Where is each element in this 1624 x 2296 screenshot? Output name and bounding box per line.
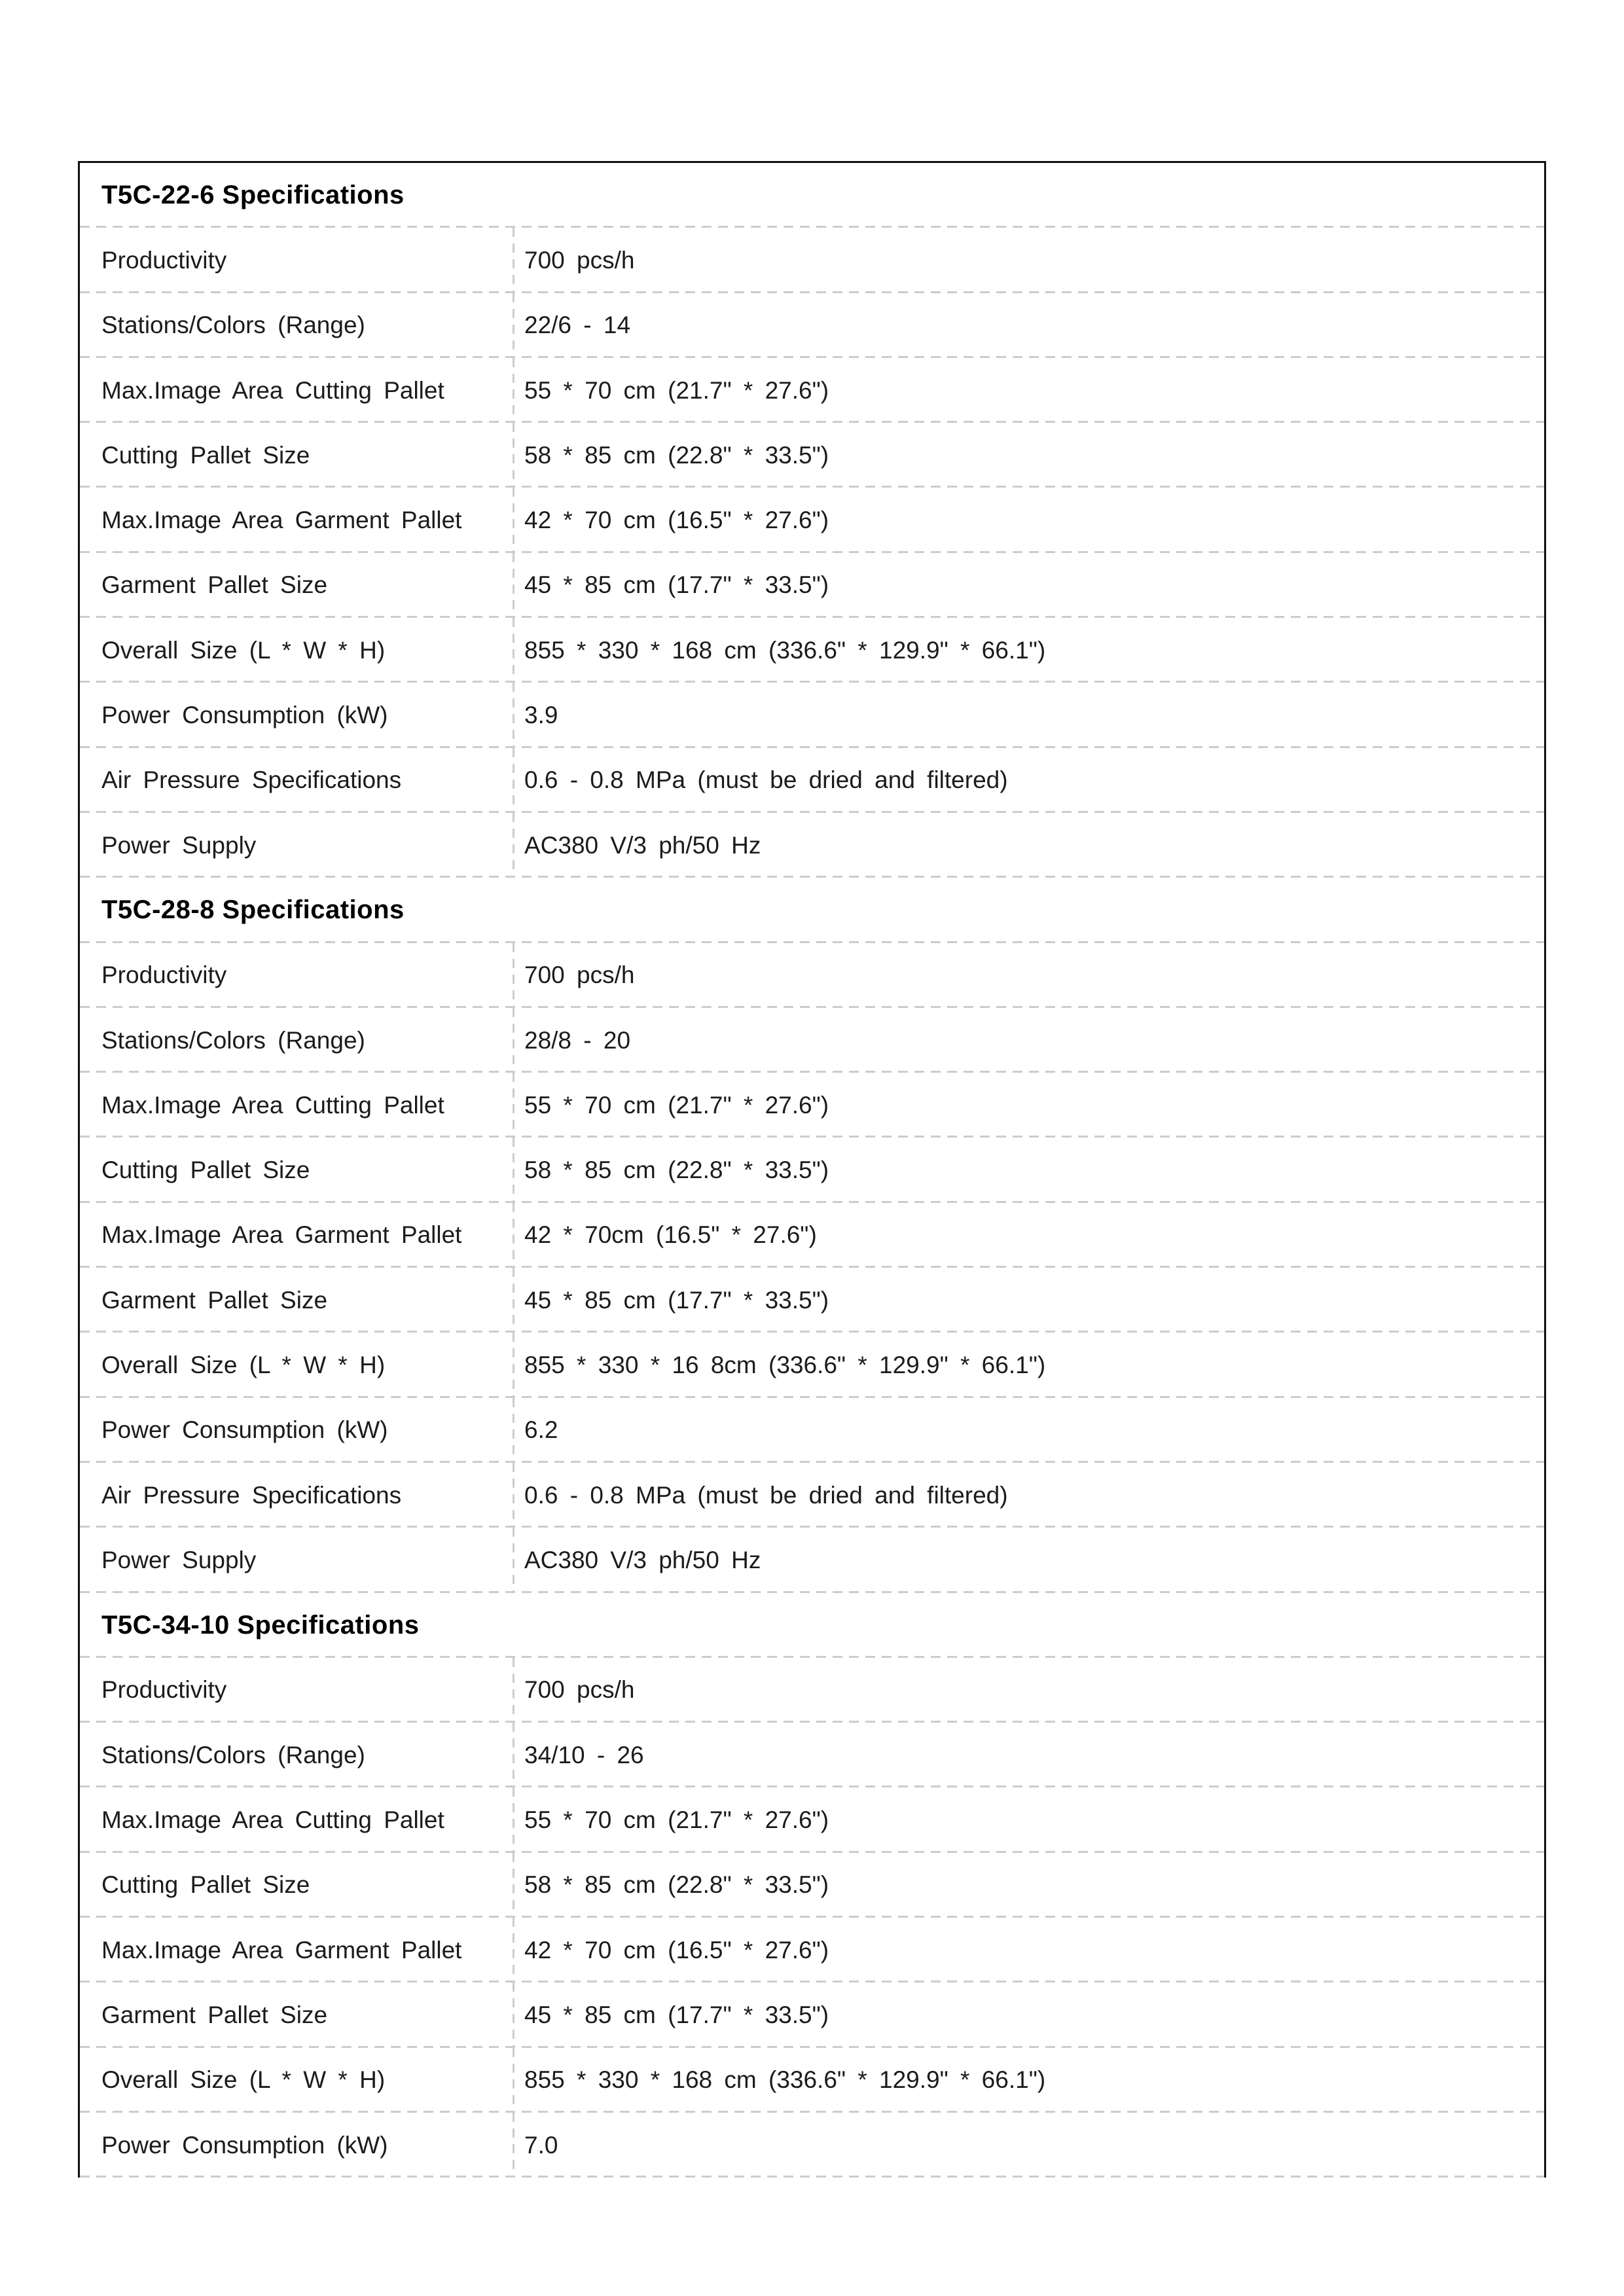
section-title: T5C-28-8 Specifications (101, 895, 405, 925)
spec-value: 58 * 85 cm (22.8" * 33.5") (513, 1853, 1544, 1918)
spec-label: Garment Pallet Size (101, 1286, 328, 1314)
spec-label: Productivity (101, 961, 227, 989)
spec-value: AC380 V/3 ph/50 Hz (513, 813, 1544, 878)
spec-value: 700 pcs/h (513, 943, 1544, 1008)
spec-label: Productivity (101, 246, 227, 274)
table-row (80, 553, 1544, 618)
table-row (80, 1268, 1544, 1333)
spec-value: 28/8 - 20 (513, 1008, 1544, 1073)
spec-value: 6.2 (513, 1398, 1544, 1463)
spec-value: 0.6 - 0.8 MPa (must be dried and filtered) (513, 1463, 1544, 1528)
table-row (80, 943, 1544, 1008)
spec-label: Power Supply (101, 1546, 257, 1573)
spec-value: 855 * 330 * 168 cm (336.6" * 129.9" * 66.1") (513, 618, 1544, 683)
spec-value: 42 * 70 cm (16.5" * 27.6") (513, 1918, 1544, 1982)
spec-value: 45 * 85 cm (17.7" * 33.5") (513, 553, 1544, 618)
spec-value: 855 * 330 * 168 cm (336.6" * 129.9" * 66.1") (513, 2048, 1544, 2113)
spec-label: Cutting Pallet Size (101, 1871, 310, 1899)
spec-label: Power Consumption (kW) (101, 2131, 388, 2159)
table-row (80, 813, 1544, 878)
table-row (80, 1333, 1544, 1397)
table-row (80, 2048, 1544, 2113)
spec-value: 0.6 - 0.8 MPa (must be dried and filtered) (513, 748, 1544, 813)
table-row (80, 1398, 1544, 1463)
spec-label: Productivity (101, 1676, 227, 1704)
section-header-row (80, 1593, 1544, 1658)
spec-label: Garment Pallet Size (101, 571, 328, 599)
table-row (80, 358, 1544, 423)
spec-label: Power Consumption (kW) (101, 1416, 388, 1444)
spec-value: 45 * 85 cm (17.7" * 33.5") (513, 1982, 1544, 2047)
section-header-row (80, 163, 1544, 228)
spec-label: Power Supply (101, 831, 257, 859)
spec-value: 42 * 70 cm (16.5" * 27.6") (513, 488, 1544, 552)
table-row (80, 683, 1544, 747)
spec-label: Garment Pallet Size (101, 2001, 328, 2028)
spec-value: 58 * 85 cm (22.8" * 33.5") (513, 1138, 1544, 1202)
spec-value: 34/10 - 26 (513, 1723, 1544, 1787)
table-row (80, 1008, 1544, 1073)
spec-label: Max.Image Area Cutting Pallet (101, 1806, 444, 1834)
spec-value: 55 * 70 cm (21.7" * 27.6") (513, 358, 1544, 423)
table-row (80, 1528, 1544, 1592)
spec-label: Overall Size (L * W * H) (101, 1351, 386, 1378)
section-title: T5C-34-10 Specifications (101, 1610, 420, 1640)
table-row (80, 2113, 1544, 2178)
spec-value: 855 * 330 * 16 8cm (336.6" * 129.9" * 66.1") (513, 1333, 1544, 1397)
spec-label: Cutting Pallet Size (101, 441, 310, 469)
spec-value: 7.0 (513, 2113, 1544, 2178)
spec-value: 58 * 85 cm (22.8" * 33.5") (513, 423, 1544, 488)
spec-value: 55 * 70 cm (21.7" * 27.6") (513, 1073, 1544, 1138)
table-row (80, 1853, 1544, 1918)
spec-value: 42 * 70cm (16.5" * 27.6") (513, 1203, 1544, 1268)
spec-label: Max.Image Area Cutting Pallet (101, 376, 444, 404)
section-title: T5C-22-6 Specifications (101, 181, 405, 210)
spec-value: AC380 V/3 ph/50 Hz (513, 1528, 1544, 1592)
spec-label: Overall Size (L * W * H) (101, 636, 386, 664)
table-row (80, 488, 1544, 552)
spec-label: Max.Image Area Garment Pallet (101, 1221, 462, 1249)
spec-value: 3.9 (513, 683, 1544, 747)
table-row (80, 1138, 1544, 1202)
spec-table (78, 161, 1546, 2178)
spec-value: 700 pcs/h (513, 228, 1544, 293)
table-row (80, 618, 1544, 683)
table-row (80, 1203, 1544, 1268)
spec-label: Cutting Pallet Size (101, 1157, 310, 1184)
spec-label: Air Pressure Specifications (101, 1481, 402, 1509)
spec-value: 55 * 70 cm (21.7" * 27.6") (513, 1787, 1544, 1852)
table-row (80, 1658, 1544, 1723)
section-header-row (80, 878, 1544, 942)
spec-label: Air Pressure Specifications (101, 766, 402, 794)
table-row (80, 423, 1544, 488)
spec-label: Power Consumption (kW) (101, 702, 388, 729)
table-row (80, 1787, 1544, 1852)
table-row (80, 1073, 1544, 1138)
spec-label: Max.Image Area Cutting Pallet (101, 1091, 444, 1119)
table-row (80, 1463, 1544, 1528)
spec-value: 700 pcs/h (513, 1658, 1544, 1723)
spec-label: Stations/Colors (Range) (101, 1741, 365, 1768)
spec-value: 45 * 85 cm (17.7" * 33.5") (513, 1268, 1544, 1333)
table-row (80, 748, 1544, 813)
table-row (80, 293, 1544, 358)
spec-label: Stations/Colors (Range) (101, 1026, 365, 1054)
spec-label: Stations/Colors (Range) (101, 312, 365, 339)
spec-value: 22/6 - 14 (513, 293, 1544, 358)
spec-label: Max.Image Area Garment Pallet (101, 507, 462, 534)
table-row (80, 1918, 1544, 1982)
table-row (80, 228, 1544, 293)
table-row (80, 1982, 1544, 2047)
spec-label: Max.Image Area Garment Pallet (101, 1936, 462, 1964)
spec-label: Overall Size (L * W * H) (101, 2066, 386, 2094)
table-row (80, 1723, 1544, 1787)
